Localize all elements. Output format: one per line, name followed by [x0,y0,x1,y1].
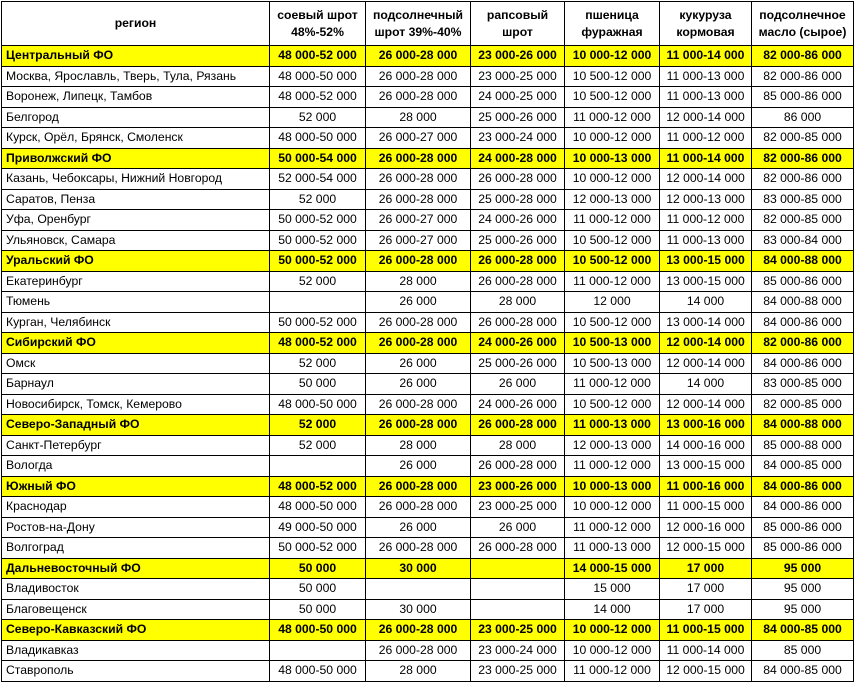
feed-corn-cell: 13 000-16 000 [660,415,752,436]
feed-corn-cell: 13 000-15 000 [660,456,752,477]
feed-corn-cell: 13 000-15 000 [660,251,752,272]
table-row [2,353,854,374]
soy-meal-cell: 50 000-52 000 [270,230,366,251]
region-cell: Сибирский ФО [2,333,270,354]
soy-meal-cell: 48 000-50 000 [270,620,366,641]
table-row [2,169,854,190]
sunflower-meal-cell: 26 000 [366,456,471,477]
feed-wheat-cell: 12 000-13 000 [565,435,660,456]
feed-wheat-cell: 10 000-12 000 [565,169,660,190]
soy-meal-cell: 52 000-54 000 [270,169,366,190]
soy-meal-cell: 50 000-54 000 [270,148,366,169]
district-row [2,148,854,169]
sunflower-meal-cell: 26 000 [366,353,471,374]
feed-wheat-cell: 11 000-12 000 [565,374,660,395]
sunflower-oil-cell: 82 000-86 000 [752,46,854,67]
table-row [2,435,854,456]
soy-meal-cell: 48 000-50 000 [270,66,366,87]
table-row [2,210,854,231]
feed-wheat-cell: 11 000-13 000 [565,538,660,559]
rapeseed-meal-cell: 25 000-26 000 [471,353,565,374]
feed-corn-cell: 12 000-16 000 [660,517,752,538]
sunflower-oil-cell: 83 000-85 000 [752,374,854,395]
region-cell: Барнаул [2,374,270,395]
rapeseed-meal-cell: 26 000-28 000 [471,538,565,559]
header-rapeseed-meal-line2: шрот [502,24,533,39]
region-cell: Воронеж, Липецк, Тамбов [2,87,270,108]
rapeseed-meal-cell: 23 000-25 000 [471,497,565,518]
feed-corn-cell: 12 000-15 000 [660,661,752,682]
region-cell: Ростов-на-Дону [2,517,270,538]
feed-wheat-cell: 10 500-12 000 [565,312,660,333]
sunflower-oil-cell: 82 000-86 000 [752,169,854,190]
table-row [2,538,854,559]
region-cell: Вологда [2,456,270,477]
region-cell: Саратов, Пенза [2,189,270,210]
table-row [2,394,854,415]
table-row [2,128,854,149]
sunflower-oil-cell: 85 000-86 000 [752,271,854,292]
feed-wheat-cell: 14 000 [565,599,660,620]
feed-wheat-cell: 11 000-12 000 [565,661,660,682]
sunflower-meal-cell: 26 000-28 000 [366,46,471,67]
rapeseed-meal-cell: 23 000-26 000 [471,476,565,497]
rapeseed-meal-cell: 26 000 [471,374,565,395]
soy-meal-cell: 52 000 [270,189,366,210]
table-row [2,107,854,128]
header-feed-wheat-line1: пшеница [585,7,639,22]
district-row [2,333,854,354]
header-sunflower-oil [752,2,854,46]
sunflower-meal-cell: 26 000-28 000 [366,476,471,497]
table-row [2,599,854,620]
sunflower-meal-cell: 26 000-28 000 [366,87,471,108]
feed-wheat-cell: 10 000-12 000 [565,497,660,518]
header-feed-wheat-line2: фуражная [581,24,643,39]
header-feed-wheat [565,2,660,46]
soy-meal-cell: 52 000 [270,271,366,292]
sunflower-meal-cell: 26 000-28 000 [366,169,471,190]
sunflower-oil-cell: 84 000-85 000 [752,661,854,682]
region-cell: Южный ФО [2,476,270,497]
region-cell: Москва, Ярославль, Тверь, Тула, Рязань [2,66,270,87]
table-row [2,640,854,661]
feed-wheat-cell: 10 500-12 000 [565,230,660,251]
feed-wheat-cell: 12 000-13 000 [565,189,660,210]
sunflower-meal-cell: 26 000-28 000 [366,312,471,333]
soy-meal-cell: 50 000 [270,558,366,579]
header-soy-meal [270,2,366,46]
soy-meal-cell: 50 000 [270,579,366,600]
rapeseed-meal-cell: 24 000-26 000 [471,394,565,415]
feed-wheat-cell: 10 500-12 000 [565,394,660,415]
table-row [2,456,854,477]
sunflower-oil-cell: 85 000-88 000 [752,435,854,456]
table-row [2,292,854,313]
sunflower-oil-cell: 95 000 [752,599,854,620]
district-row [2,476,854,497]
sunflower-meal-cell: 26 000-28 000 [366,538,471,559]
sunflower-meal-cell: 26 000-27 000 [366,230,471,251]
feed-wheat-cell: 10 500-13 000 [565,353,660,374]
rapeseed-meal-cell: 24 000-26 000 [471,333,565,354]
header-sunflower-oil-line1: подсолнечное [759,7,846,22]
feed-corn-cell: 11 000-12 000 [660,128,752,149]
region-cell: Ставрополь [2,661,270,682]
sunflower-oil-cell: 84 000-86 000 [752,476,854,497]
soy-meal-cell: 48 000-52 000 [270,46,366,67]
sunflower-meal-cell [366,579,471,600]
feed-corn-cell: 11 000-15 000 [660,497,752,518]
region-cell: Дальневосточный ФО [2,558,270,579]
sunflower-oil-cell: 84 000-85 000 [752,620,854,641]
sunflower-meal-cell: 28 000 [366,271,471,292]
feed-wheat-cell: 11 000-12 000 [565,107,660,128]
rapeseed-meal-cell: 24 000-28 000 [471,148,565,169]
sunflower-oil-cell: 85 000 [752,640,854,661]
feed-wheat-cell: 11 000-12 000 [565,517,660,538]
sunflower-oil-cell: 82 000-86 000 [752,66,854,87]
table-row [2,271,854,292]
region-cell: Северо-Западный ФО [2,415,270,436]
rapeseed-meal-cell: 25 000-28 000 [471,189,565,210]
header-sunflower-oil-line2: масло (сырое) [758,24,847,39]
sunflower-oil-cell: 95 000 [752,558,854,579]
feed-wheat-cell: 11 000-12 000 [565,210,660,231]
region-cell: Благовещенск [2,599,270,620]
rapeseed-meal-cell: 26 000-28 000 [471,312,565,333]
district-row [2,415,854,436]
feed-wheat-cell: 15 000 [565,579,660,600]
sunflower-meal-cell: 26 000-27 000 [366,210,471,231]
sunflower-oil-cell: 83 000-84 000 [752,230,854,251]
feed-corn-cell: 12 000-15 000 [660,538,752,559]
sunflower-oil-cell: 84 000-88 000 [752,415,854,436]
sunflower-oil-cell: 84 000-86 000 [752,497,854,518]
sunflower-meal-cell: 30 000 [366,599,471,620]
header-feed-corn-line2: кормовая [676,24,735,39]
soy-meal-cell: 52 000 [270,353,366,374]
rapeseed-meal-cell: 25 000-26 000 [471,107,565,128]
region-cell: Омск [2,353,270,374]
soy-meal-cell [270,456,366,477]
feed-corn-cell: 12 000-14 000 [660,333,752,354]
region-cell: Владикавказ [2,640,270,661]
feed-wheat-cell: 10 500-12 000 [565,251,660,272]
soy-meal-cell: 52 000 [270,435,366,456]
header-soy-meal-line2: 48%-52% [291,24,344,39]
rapeseed-meal-cell: 24 000-25 000 [471,87,565,108]
header-feed-corn [660,2,752,46]
sunflower-oil-cell: 85 000-86 000 [752,517,854,538]
feed-corn-cell: 13 000-15 000 [660,271,752,292]
feed-wheat-cell: 10 000-12 000 [565,620,660,641]
rapeseed-meal-cell: 28 000 [471,435,565,456]
sunflower-meal-cell: 26 000-28 000 [366,251,471,272]
feed-wheat-cell: 10 000-12 000 [565,640,660,661]
header-sunflower-meal-line1: подсолнечный [372,7,464,22]
feed-corn-cell: 11 000-16 000 [660,476,752,497]
region-cell: Курган, Челябинск [2,312,270,333]
feed-corn-cell: 12 000-13 000 [660,189,752,210]
sunflower-meal-cell: 26 000-28 000 [366,333,471,354]
feed-corn-cell: 17 000 [660,579,752,600]
feed-corn-cell: 11 000-15 000 [660,620,752,641]
rapeseed-meal-cell: 25 000-26 000 [471,230,565,251]
soy-meal-cell [270,292,366,313]
sunflower-oil-cell: 82 000-85 000 [752,128,854,149]
sunflower-oil-cell: 83 000-85 000 [752,189,854,210]
region-cell: Центральный ФО [2,46,270,67]
table-row [2,374,854,395]
soy-meal-cell: 50 000-52 000 [270,210,366,231]
feed-corn-cell: 17 000 [660,599,752,620]
soy-meal-cell: 48 000-50 000 [270,497,366,518]
soy-meal-cell: 49 000-50 000 [270,517,366,538]
feed-wheat-cell: 10 500-12 000 [565,66,660,87]
feed-corn-cell: 11 000-14 000 [660,46,752,67]
header-soy-meal-line1: соевый шрот [277,7,358,22]
region-cell: Уральский ФО [2,251,270,272]
rapeseed-meal-cell: 26 000-28 000 [471,415,565,436]
sunflower-oil-cell: 84 000-86 000 [752,312,854,333]
feed-corn-cell: 17 000 [660,558,752,579]
feed-corn-cell: 11 000-13 000 [660,230,752,251]
soy-meal-cell: 52 000 [270,107,366,128]
feed-wheat-cell: 10 000-12 000 [565,128,660,149]
sunflower-meal-cell: 26 000-28 000 [366,66,471,87]
feed-wheat-cell: 10 000-13 000 [565,476,660,497]
region-cell: Белгород [2,107,270,128]
feed-wheat-cell: 10 500-13 000 [565,333,660,354]
feed-wheat-cell: 11 000-12 000 [565,456,660,477]
feed-corn-cell: 11 000-14 000 [660,148,752,169]
sunflower-oil-cell: 84 000-88 000 [752,251,854,272]
feed-wheat-cell: 10 500-12 000 [565,87,660,108]
region-cell: Санкт-Петербург [2,435,270,456]
feed-corn-cell: 12 000-14 000 [660,107,752,128]
feed-corn-cell: 12 000-14 000 [660,169,752,190]
sunflower-meal-cell: 26 000 [366,374,471,395]
sunflower-oil-cell: 82 000-86 000 [752,333,854,354]
rapeseed-meal-cell: 26 000 [471,517,565,538]
soy-meal-cell: 48 000-52 000 [270,87,366,108]
soy-meal-cell: 50 000 [270,599,366,620]
region-cell: Екатеринбург [2,271,270,292]
soy-meal-cell: 48 000-52 000 [270,333,366,354]
soy-meal-cell: 48 000-50 000 [270,394,366,415]
feed-wheat-cell: 14 000-15 000 [565,558,660,579]
region-cell: Волгоград [2,538,270,559]
region-cell: Северо-Кавказский ФО [2,620,270,641]
sunflower-meal-cell: 26 000-28 000 [366,497,471,518]
feed-wheat-cell: 12 000 [565,292,660,313]
header-rapeseed-meal-line1: рапсовый [486,7,549,22]
feed-wheat-cell: 10 000-13 000 [565,148,660,169]
table-row [2,579,854,600]
district-row [2,620,854,641]
sunflower-oil-cell: 82 000-85 000 [752,210,854,231]
feed-wheat-cell: 11 000-12 000 [565,271,660,292]
feed-corn-cell: 14 000-16 000 [660,435,752,456]
soy-meal-cell: 48 000-52 000 [270,476,366,497]
rapeseed-meal-cell: 26 000-28 000 [471,456,565,477]
region-cell: Курск, Орёл, Брянск, Смоленск [2,128,270,149]
rapeseed-meal-cell [471,579,565,600]
header-row [2,2,854,46]
feed-corn-cell: 12 000-14 000 [660,394,752,415]
sunflower-meal-cell: 28 000 [366,435,471,456]
sunflower-oil-cell: 85 000-86 000 [752,538,854,559]
region-cell: Уфа, Оренбург [2,210,270,231]
header-sunflower-meal [366,2,471,46]
feed-corn-cell: 13 000-14 000 [660,312,752,333]
sunflower-oil-cell: 85 000-86 000 [752,87,854,108]
rapeseed-meal-cell [471,599,565,620]
table-row [2,230,854,251]
sunflower-meal-cell: 26 000-27 000 [366,128,471,149]
table-row [2,517,854,538]
sunflower-meal-cell: 30 000 [366,558,471,579]
soy-meal-cell: 52 000 [270,415,366,436]
header-rapeseed-meal [471,2,565,46]
feed-corn-cell: 11 000-13 000 [660,66,752,87]
sunflower-meal-cell: 26 000 [366,292,471,313]
header-region-label: регион [114,16,157,30]
price-table [1,1,854,682]
region-cell: Краснодар [2,497,270,518]
sunflower-oil-cell: 84 000-86 000 [752,353,854,374]
soy-meal-cell: 48 000-50 000 [270,661,366,682]
sunflower-meal-cell: 26 000 [366,517,471,538]
table-row [2,66,854,87]
soy-meal-cell: 50 000-52 000 [270,538,366,559]
rapeseed-meal-cell: 24 000-26 000 [471,210,565,231]
sunflower-oil-cell: 82 000-85 000 [752,394,854,415]
soy-meal-cell: 50 000-52 000 [270,251,366,272]
feed-corn-cell: 14 000 [660,292,752,313]
feed-wheat-cell: 10 000-12 000 [565,46,660,67]
feed-corn-cell: 11 000-13 000 [660,87,752,108]
table-row [2,189,854,210]
soy-meal-cell [270,640,366,661]
table-row [2,312,854,333]
soy-meal-cell: 50 000 [270,374,366,395]
rapeseed-meal-cell: 23 000-24 000 [471,128,565,149]
header-sunflower-meal-line2: шрот 39%-40% [374,24,462,39]
district-row [2,251,854,272]
rapeseed-meal-cell: 28 000 [471,292,565,313]
header-feed-corn-line1: кукуруза [679,7,732,22]
sunflower-meal-cell: 26 000-28 000 [366,189,471,210]
sunflower-meal-cell: 26 000-28 000 [366,640,471,661]
sunflower-meal-cell: 28 000 [366,661,471,682]
region-cell: Казань, Чебоксары, Нижний Новгород [2,169,270,190]
district-row [2,558,854,579]
region-cell: Приволжский ФО [2,148,270,169]
rapeseed-meal-cell: 23 000-25 000 [471,620,565,641]
table-row [2,87,854,108]
table-body [2,46,854,682]
region-cell: Тюмень [2,292,270,313]
region-cell: Новосибирск, Томск, Кемерово [2,394,270,415]
sunflower-meal-cell: 26 000-28 000 [366,394,471,415]
soy-meal-cell: 48 000-50 000 [270,128,366,149]
sunflower-meal-cell: 26 000-28 000 [366,148,471,169]
header-region [2,2,270,46]
feed-corn-cell: 14 000 [660,374,752,395]
rapeseed-meal-cell: 23 000-25 000 [471,661,565,682]
region-cell: Владивосток [2,579,270,600]
rapeseed-meal-cell: 23 000-25 000 [471,66,565,87]
sunflower-oil-cell: 86 000 [752,107,854,128]
sunflower-meal-cell: 26 000-28 000 [366,415,471,436]
sunflower-meal-cell: 26 000-28 000 [366,620,471,641]
table-row [2,497,854,518]
rapeseed-meal-cell [471,558,565,579]
rapeseed-meal-cell: 26 000-28 000 [471,271,565,292]
sunflower-meal-cell: 28 000 [366,107,471,128]
table-row [2,661,854,682]
soy-meal-cell: 50 000-52 000 [270,312,366,333]
rapeseed-meal-cell: 26 000-28 000 [471,251,565,272]
feed-wheat-cell: 11 000-13 000 [565,415,660,436]
feed-corn-cell: 11 000-14 000 [660,640,752,661]
sunflower-oil-cell: 82 000-86 000 [752,148,854,169]
sunflower-oil-cell: 84 000-88 000 [752,292,854,313]
feed-corn-cell: 11 000-12 000 [660,210,752,231]
district-row [2,46,854,67]
feed-corn-cell: 12 000-14 000 [660,353,752,374]
sunflower-oil-cell: 84 000-85 000 [752,456,854,477]
sunflower-oil-cell: 95 000 [752,579,854,600]
rapeseed-meal-cell: 26 000-28 000 [471,169,565,190]
rapeseed-meal-cell: 23 000-24 000 [471,640,565,661]
region-cell: Ульяновск, Самара [2,230,270,251]
rapeseed-meal-cell: 23 000-26 000 [471,46,565,67]
